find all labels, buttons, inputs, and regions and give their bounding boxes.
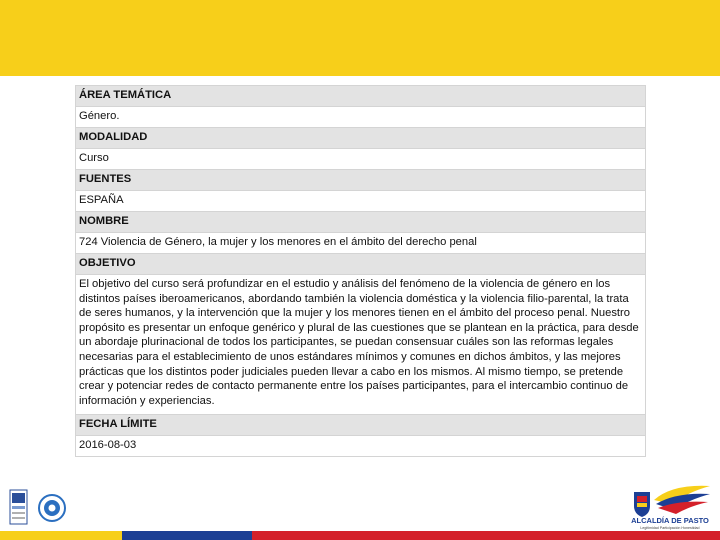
table-row [76,170,646,191]
bottom-color-stripe [0,531,720,540]
course-info-table [75,85,646,457]
alcaldia-logo-subtitle: Legitimidad Participación Honestidad [640,526,700,530]
modalidad-label: MODALIDAD [76,128,646,149]
objetivo-label: OBJETIVO [76,254,646,275]
fecha-limite-label: FECHA LÍMITE [76,415,646,436]
alcaldia-de-pasto-logo [628,482,712,530]
table-row [76,436,646,457]
table-row [76,86,646,107]
nombre-label: NOMBRE [76,212,646,233]
table-row [76,212,646,233]
fuentes-value: ESPAÑA [76,191,646,212]
fuentes-label: FUENTES [76,170,646,191]
table-row [76,233,646,254]
table-row [76,149,646,170]
table-row [76,128,646,149]
top-yellow-band [0,0,720,76]
area-tematica-label: ÁREA TEMÁTICA [76,86,646,107]
stripe-blue [122,531,252,540]
certification-seals-logo [8,488,78,528]
nombre-value: 724 Violencia de Género, la mujer y los menores en el ámbito del derecho penal [76,233,646,254]
table-row [76,254,646,275]
modalidad-value: Curso [76,149,646,170]
fecha-limite-value: 2016-08-03 [76,436,646,457]
objetivo-value: El objetivo del curso será profundizar en el estudio y análisis del fenómeno de la violencia de género en los distintos países iberoamericanos, abordando también la violencia doméstica y la violencia filio-parental, la trata de seres humanos, y la intervención que la mujer y los menores tienen en el ámbito del proceso penal. Nuestro propósito es presentar un enfoque genérico y plural de las cuestiones que se plantean en la práctica, para desde un abordaje plurinacional de todos los participantes, se puedan consensuar cuáles son las reformas legales necesarias para el establecimiento de unos estándares mínimos y comunes en dichos ámbitos, y las mejores prácticas que los distintos poder judiciales pueden llevar a cabo en los mismos. Al mismo tiempo, se pretende crear y potenciar redes de contacto permanente entre los países participantes, para el intercambio continuo de información y experiencias. [76,275,646,415]
table-row [76,107,646,128]
stripe-yellow [0,531,122,540]
table-row [76,415,646,436]
table-row [76,191,646,212]
table-row [76,275,646,415]
area-tematica-value: Género. [76,107,646,128]
stripe-red [252,531,720,540]
alcaldia-logo-title: ALCALDÍA DE PASTO [631,516,709,525]
